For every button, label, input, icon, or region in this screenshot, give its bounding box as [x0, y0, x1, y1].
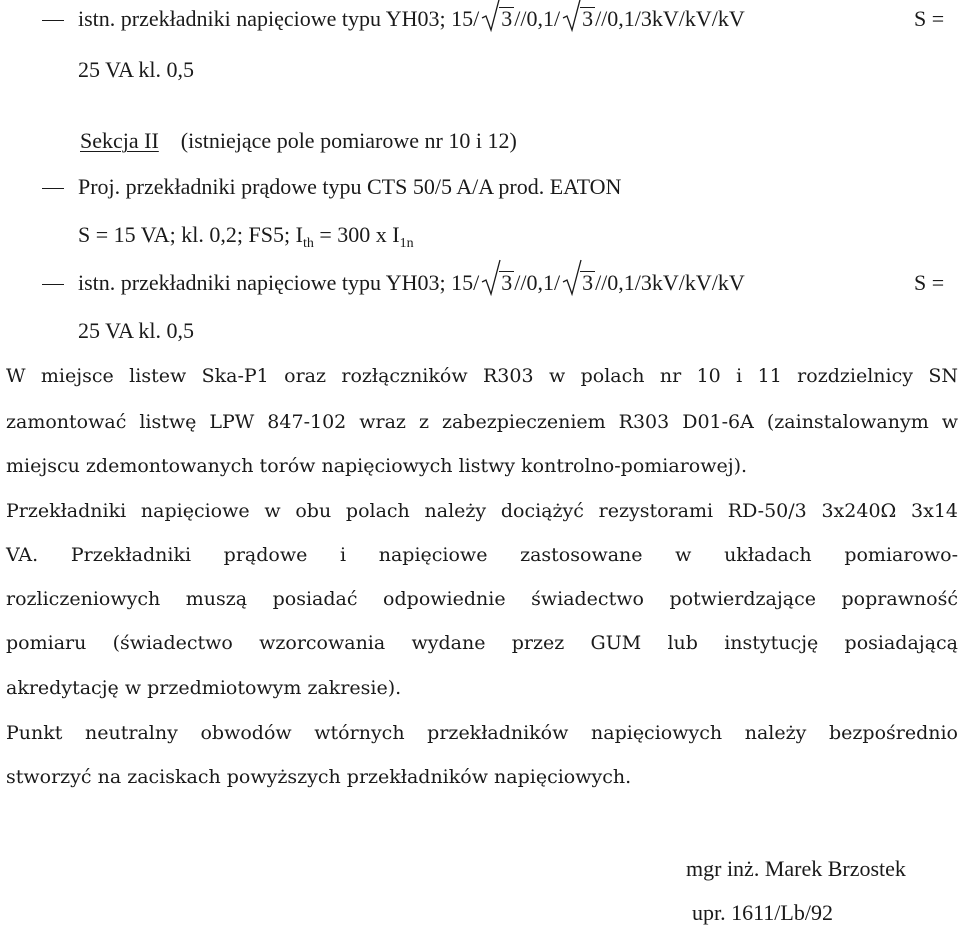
section-note: (istniejące pole pomiarowe nr 10 i 12) [180, 128, 517, 153]
ct-line-1: Proj. przekładniki prądowe typu CTS 50/5 A/A prod. EATON [78, 174, 622, 199]
paragraph-2-line-4: pomiaru (świadectwo wzorcowania wydane przez GUM lub instytucję posiadającą [6, 632, 958, 654]
ct-spec-part-1: S = 15 VA; kl. 0,2; FS5; I [78, 222, 303, 247]
paragraph-3-line-2: stworzyć na zaciskach powyższych przekładników napięciowych. [6, 766, 632, 788]
paragraph-3-line-1: Punkt neutralny obwodów wtórnych przekładników napięciowych należy bezpośrednio [6, 722, 958, 744]
vt-mid: //0,1/ [514, 270, 561, 295]
vt-prefix: istn. przekładniki napięciowe typu YH03; 15/ [78, 270, 480, 295]
paragraph-2-line-5: akredytację w przedmiotowym zakresie). [6, 677, 402, 699]
sqrt-3-symbol: 3 [481, 270, 514, 296]
list-bullet-dash [42, 20, 64, 21]
signature-name: mgr inż. Marek Brzostek [686, 856, 906, 881]
paragraph-2-line-3: rozliczeniowych muszą posiadać odpowiednie świadectwo potwierdzające poprawność [6, 588, 958, 610]
vt-s-label: S = [914, 270, 945, 295]
vt-prefix: istn. przekładniki napięciowe typu YH03; 15/ [78, 6, 480, 31]
vt-suffix: //0,1/3kV/kV/kV [595, 6, 745, 31]
paragraph-1-line-1: W miejsce listew Ska-P1 oraz rozłączników R303 w polach nr 10 i 11 rozdzielnicy SN [6, 365, 958, 387]
sqrt-3-symbol: 3 [562, 6, 595, 32]
vt-line-section-ii [78, 270, 745, 296]
sqrt-3-symbol: 3 [562, 270, 595, 296]
list-bullet-dash [42, 188, 64, 189]
sqrt-3-symbol: 3 [481, 6, 514, 32]
vt-continuation: 25 VA kl. 0,5 [78, 318, 194, 343]
section-heading [80, 128, 517, 154]
subscript-1n: 1n [399, 236, 414, 251]
paragraph-1-line-2: zamontować listwę LPW 847-102 wraz z zabezpieczeniem R303 D01-6A (zainstalowanym w [6, 411, 958, 433]
paragraph-1-line-3: miejscu zdemontowanych torów napięciowych listwy kontrolno-pomiarowej). [6, 455, 748, 477]
vt-mid: //0,1/ [514, 6, 561, 31]
paragraph-2-line-1: Przekładniki napięciowe w obu polach należy dociążyć rezystorami RD-50/3 3x240Ω 3x14 [6, 500, 958, 522]
vt-s-label: S = [914, 6, 945, 31]
ct-spec-part-2: = 300 x I [313, 222, 400, 247]
vt-line-top [78, 6, 745, 32]
paragraph-2-line-2: VA. Przekładniki prądowe i napięciowe zastosowane w układach pomiarowo- [6, 544, 958, 566]
ct-line-2 [78, 222, 414, 251]
section-title: Sekcja II [80, 128, 159, 153]
vt-suffix: //0,1/3kV/kV/kV [595, 270, 745, 295]
list-bullet-dash [42, 284, 64, 285]
vt-continuation: 25 VA kl. 0,5 [78, 57, 194, 82]
signature-license: upr. 1611/Lb/92 [692, 900, 833, 925]
subscript-th: th [302, 236, 314, 251]
